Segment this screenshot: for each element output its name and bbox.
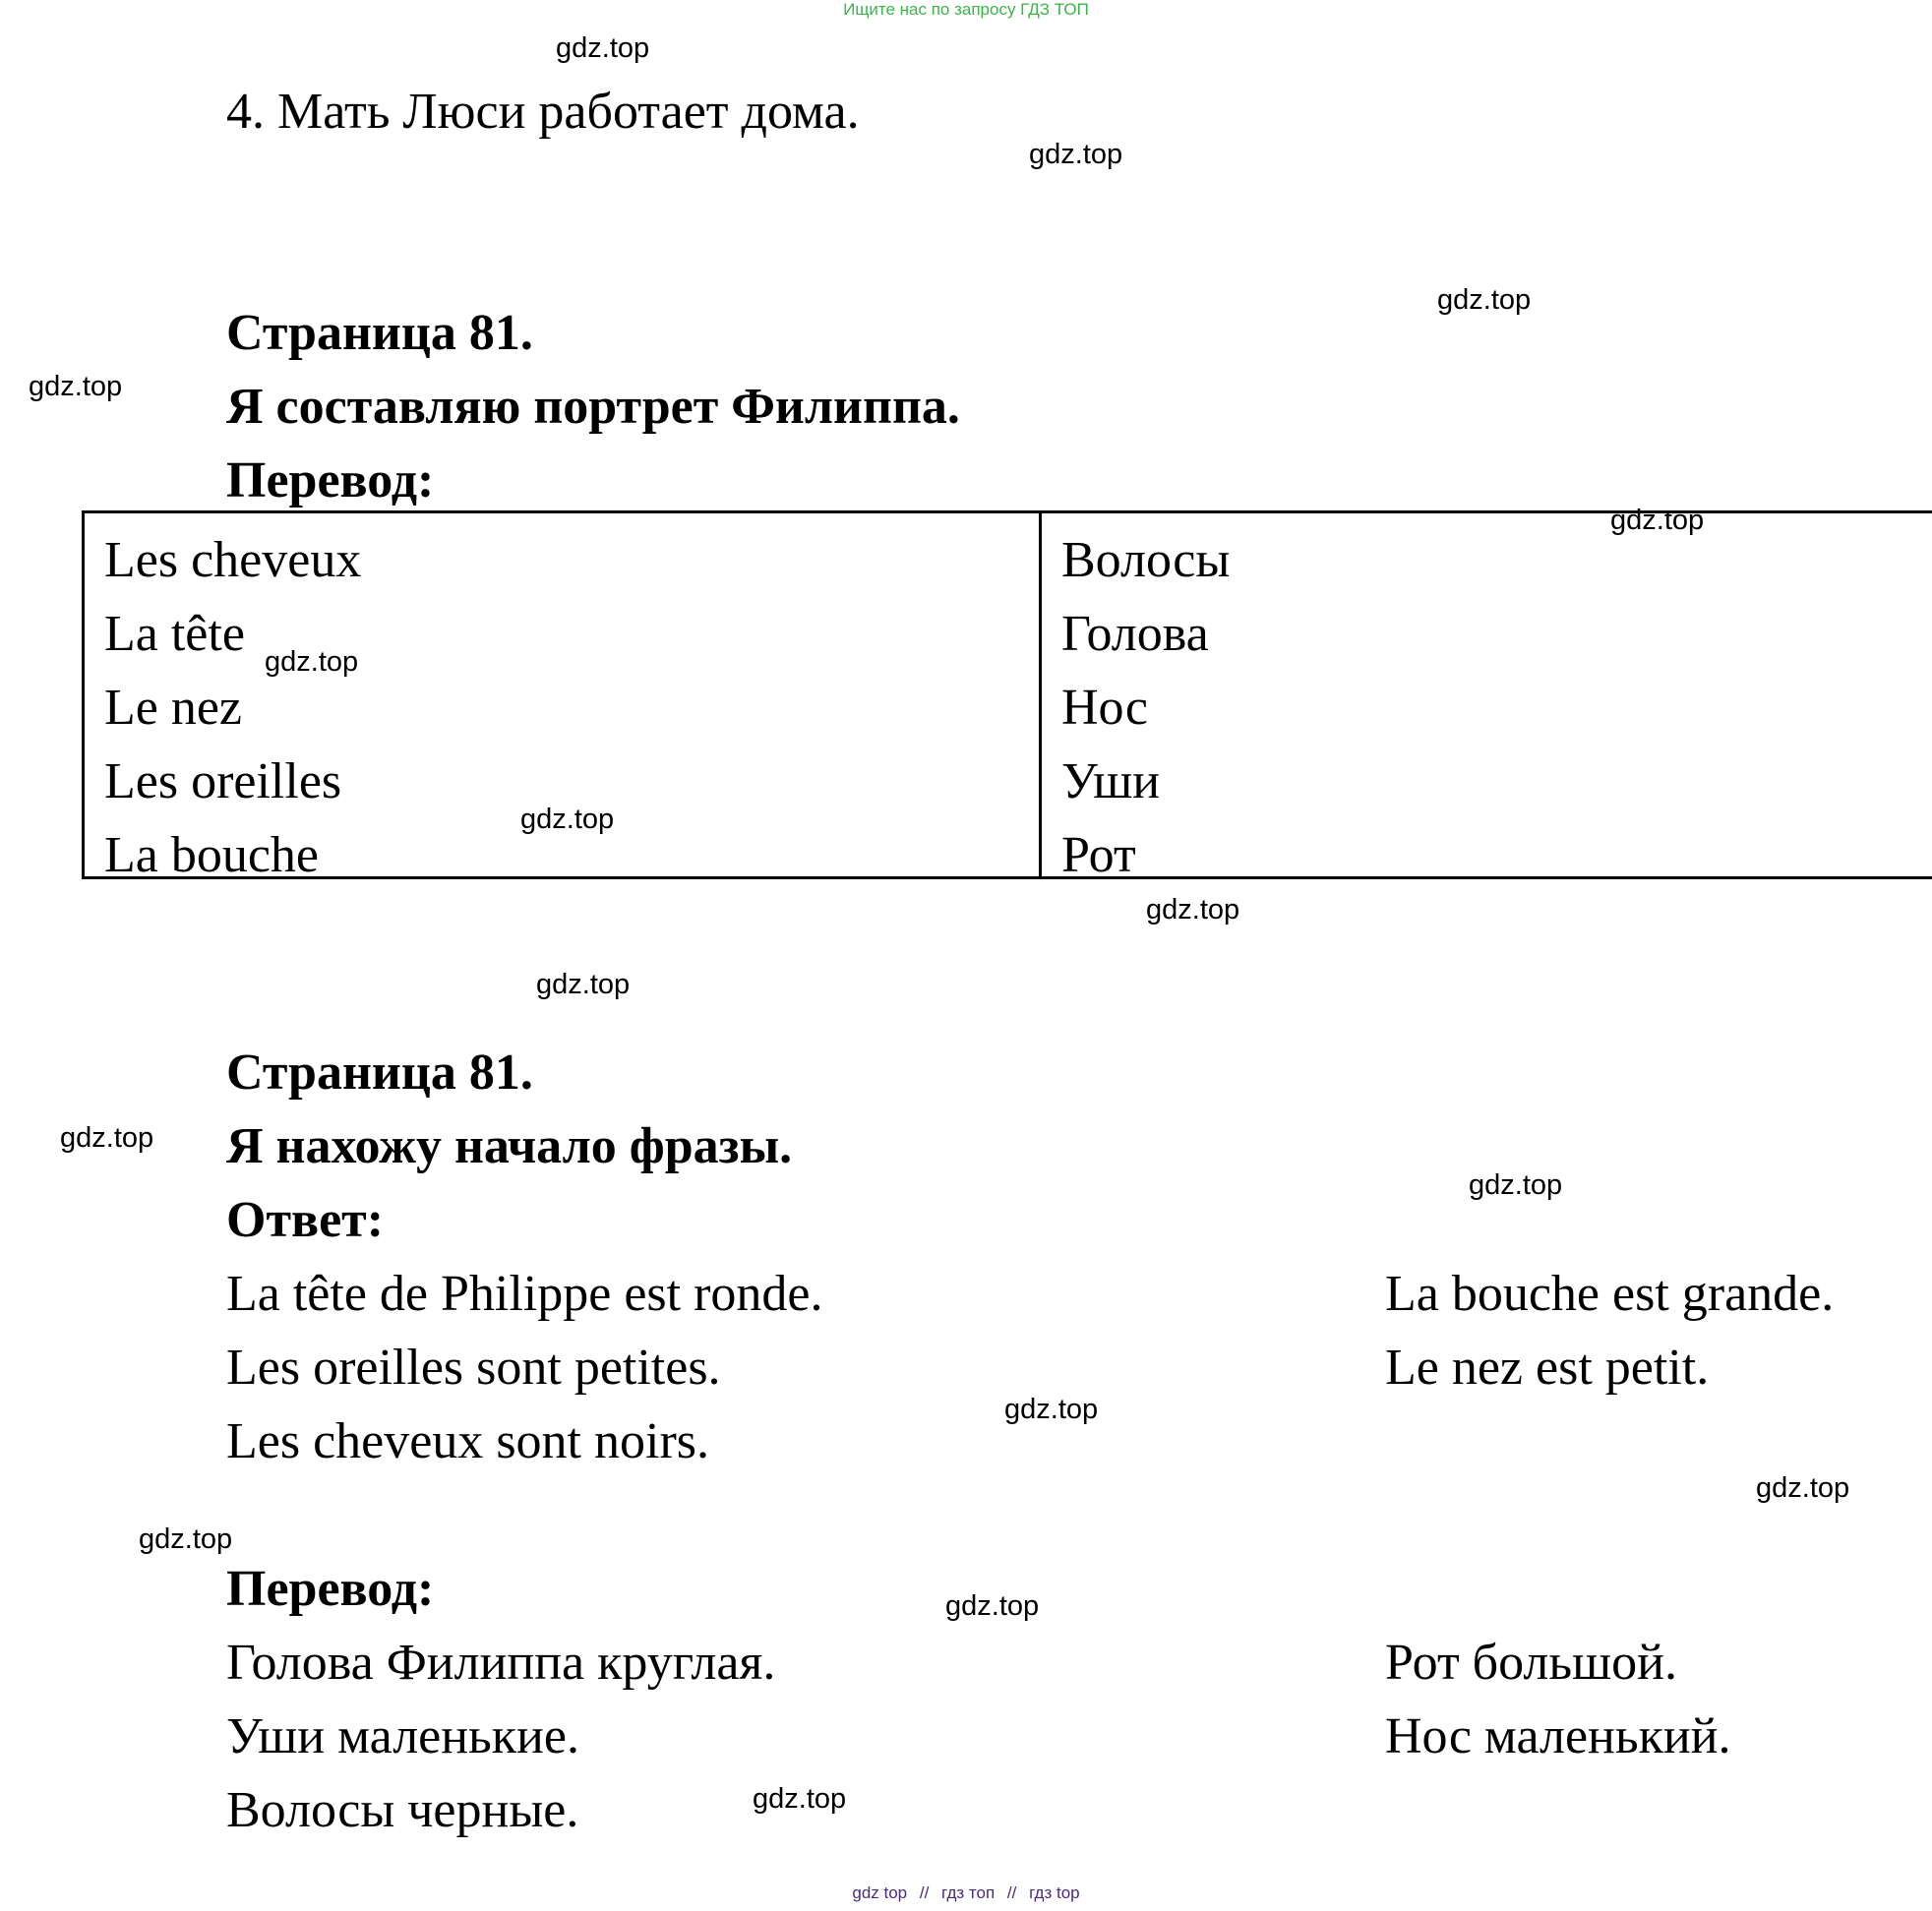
watermark: gdz.top bbox=[139, 1523, 233, 1555]
vocab-russian-word: Уши bbox=[1061, 753, 1161, 809]
watermark: gdz.top bbox=[1437, 284, 1532, 316]
translation-line: Голова Филиппа круглая. bbox=[226, 1635, 776, 1691]
vocab-russian-word: Голова bbox=[1061, 606, 1209, 662]
watermark: gdz.top bbox=[60, 1122, 154, 1154]
section2-translation-label: Перевод: bbox=[226, 1561, 435, 1617]
watermark: gdz.top bbox=[1756, 1472, 1850, 1504]
vocab-table-divider bbox=[1039, 513, 1042, 876]
watermark: gdz.top bbox=[1610, 505, 1705, 536]
vocab-column-russian bbox=[1061, 523, 1230, 892]
vocab-french-word: Les cheveux bbox=[104, 532, 362, 588]
watermark: gdz.top bbox=[753, 1783, 847, 1815]
watermark: gdz.top bbox=[1469, 1169, 1563, 1201]
section1-translation-label: Перевод: bbox=[226, 452, 435, 508]
vocab-french-word: Les oreilles bbox=[104, 753, 342, 809]
translation-line: Волосы черные. bbox=[226, 1782, 579, 1838]
watermark: gdz.top bbox=[536, 969, 631, 1000]
search-banner: Ищите нас по запросу ГДЗ ТОП bbox=[843, 0, 1089, 19]
section1-title: Я составляю портрет Филиппа. bbox=[226, 379, 960, 435]
vocab-french-word: Le nez bbox=[104, 680, 243, 736]
vocab-french-word: La bouche bbox=[104, 827, 320, 883]
translation-line: Уши маленькие. bbox=[226, 1708, 579, 1764]
watermark: gdz.top bbox=[556, 32, 650, 64]
watermark: gdz.top bbox=[29, 371, 123, 402]
intro-line: 4. Мать Люси работает дома. bbox=[226, 84, 860, 140]
vocab-french-word: La tête bbox=[104, 606, 245, 662]
watermark: gdz.top bbox=[1029, 139, 1123, 170]
section2-answer-label: Ответ: bbox=[226, 1192, 385, 1248]
section1-page-heading: Страница 81. bbox=[226, 305, 533, 361]
translation-line: Нос маленький. bbox=[1385, 1708, 1731, 1764]
answer-line: Les oreilles sont petites. bbox=[226, 1340, 721, 1396]
section2-title: Я нахожу начало фразы. bbox=[226, 1118, 793, 1174]
vocab-russian-word: Нос bbox=[1061, 680, 1148, 736]
footer-link[interactable]: gdz top bbox=[852, 1883, 908, 1902]
answer-line: La tête de Philippe est ronde. bbox=[226, 1266, 823, 1322]
answer-line: Les cheveux sont noirs. bbox=[226, 1413, 710, 1469]
watermark: gdz.top bbox=[945, 1590, 1040, 1622]
footer-separator: // bbox=[919, 1883, 930, 1902]
footer-link[interactable]: гдз топ bbox=[941, 1883, 996, 1902]
vocab-column-french bbox=[104, 523, 361, 892]
watermark: gdz.top bbox=[265, 646, 359, 678]
translation-line: Рот большой. bbox=[1385, 1635, 1677, 1691]
vocab-table bbox=[82, 510, 1932, 883]
footer-links bbox=[0, 1883, 1932, 1903]
answer-line: Le nez est petit. bbox=[1385, 1340, 1710, 1396]
answer-line: La bouche est grande. bbox=[1385, 1266, 1835, 1322]
footer-link[interactable]: гдз top bbox=[1029, 1883, 1080, 1902]
footer-separator: // bbox=[1006, 1883, 1017, 1902]
vocab-russian-word: Волосы bbox=[1061, 532, 1231, 588]
watermark: gdz.top bbox=[520, 804, 615, 835]
vocab-russian-word: Рот bbox=[1061, 827, 1136, 883]
watermark: gdz.top bbox=[1146, 894, 1240, 926]
section2-page-heading: Страница 81. bbox=[226, 1045, 533, 1101]
watermark: gdz.top bbox=[1004, 1394, 1099, 1425]
